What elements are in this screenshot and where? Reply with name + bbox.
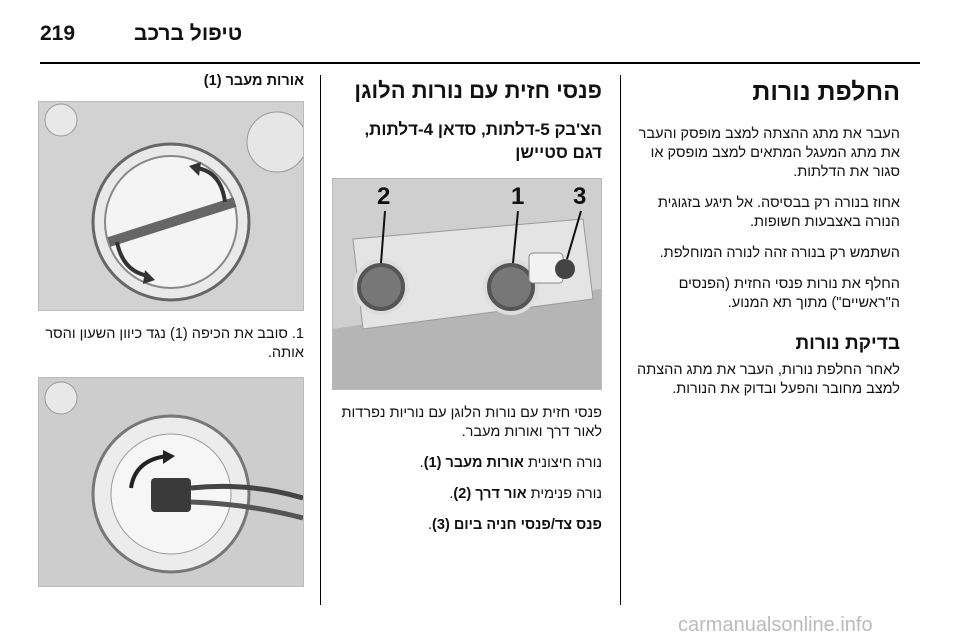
column-low-beam bbox=[40, 72, 304, 587]
column-halogen-headlights bbox=[334, 72, 602, 547]
low-beam-cap-image bbox=[38, 101, 304, 311]
low-beam-bulb-image bbox=[38, 377, 304, 587]
column-divider-left bbox=[320, 75, 321, 605]
bulb-item-1: נורה חיצונית אורות מעבר (1). bbox=[419, 455, 602, 471]
paragraph: העבר את מתג ההצתה למצב מופסק והעבר את מתג המעגל המתאים למצב מופסק או סגור את הדלתות. bbox=[638, 126, 900, 180]
halogen-title: פנסי חזית עם נורות הלוגן bbox=[354, 78, 602, 103]
callout-3: 3 bbox=[573, 183, 587, 210]
paragraph: אחוז בנורה רק בבסיסה. אל תיגע בזגוגית הנורה באצבעות חשופות. bbox=[657, 195, 900, 230]
column-divider-right bbox=[620, 75, 621, 605]
bulb-item-2: נורה פנימית אור דרך (2). bbox=[449, 486, 602, 502]
header-rule bbox=[40, 62, 920, 64]
models-subtitle: הצ'בק 5-דלתות, סדאן 4-דלתות, דגם סטיישן bbox=[364, 120, 602, 162]
paragraph: השתמש רק בנורה זהה לנורה המוחלפת. bbox=[659, 245, 900, 261]
halogen-intro: פנסי חזית עם נורות הלוגן עם נוריות נפרדות לאור דרך ואורות מעבר. bbox=[341, 405, 602, 440]
bulb-replacement-title: החלפת נורות bbox=[752, 78, 900, 106]
page-number: 219 bbox=[40, 22, 76, 45]
bulb-check-title: בדיקת נורות bbox=[795, 333, 900, 354]
page-header bbox=[40, 22, 920, 48]
bulb-item-3: פנס צד/פנסי חניה ביום (3). bbox=[427, 517, 602, 533]
callout-2: 2 bbox=[377, 183, 391, 210]
column-bulb-replacement bbox=[632, 72, 900, 411]
low-beam-caption: אורות מעבר (1) bbox=[203, 73, 304, 89]
headlight-image bbox=[332, 178, 602, 390]
bulb-check-text: לאחר החלפת נורות, העבר את מתג ההצתה למצב מחובר והפעל ובדוק את הנורות. bbox=[637, 362, 900, 397]
section-title: טיפול ברכב bbox=[134, 22, 243, 45]
callout-1: 1 bbox=[511, 183, 525, 210]
step-1-text: 1. סובב את הכיפה (1) נגד כיוון השעון והסר אותה. bbox=[45, 326, 304, 361]
watermark: carmanualsonline.info bbox=[678, 614, 873, 636]
paragraph: החלף את נורות פנסי החזית (הפנסים ה"ראשיים") מתוך תא המנוע. bbox=[678, 276, 900, 311]
